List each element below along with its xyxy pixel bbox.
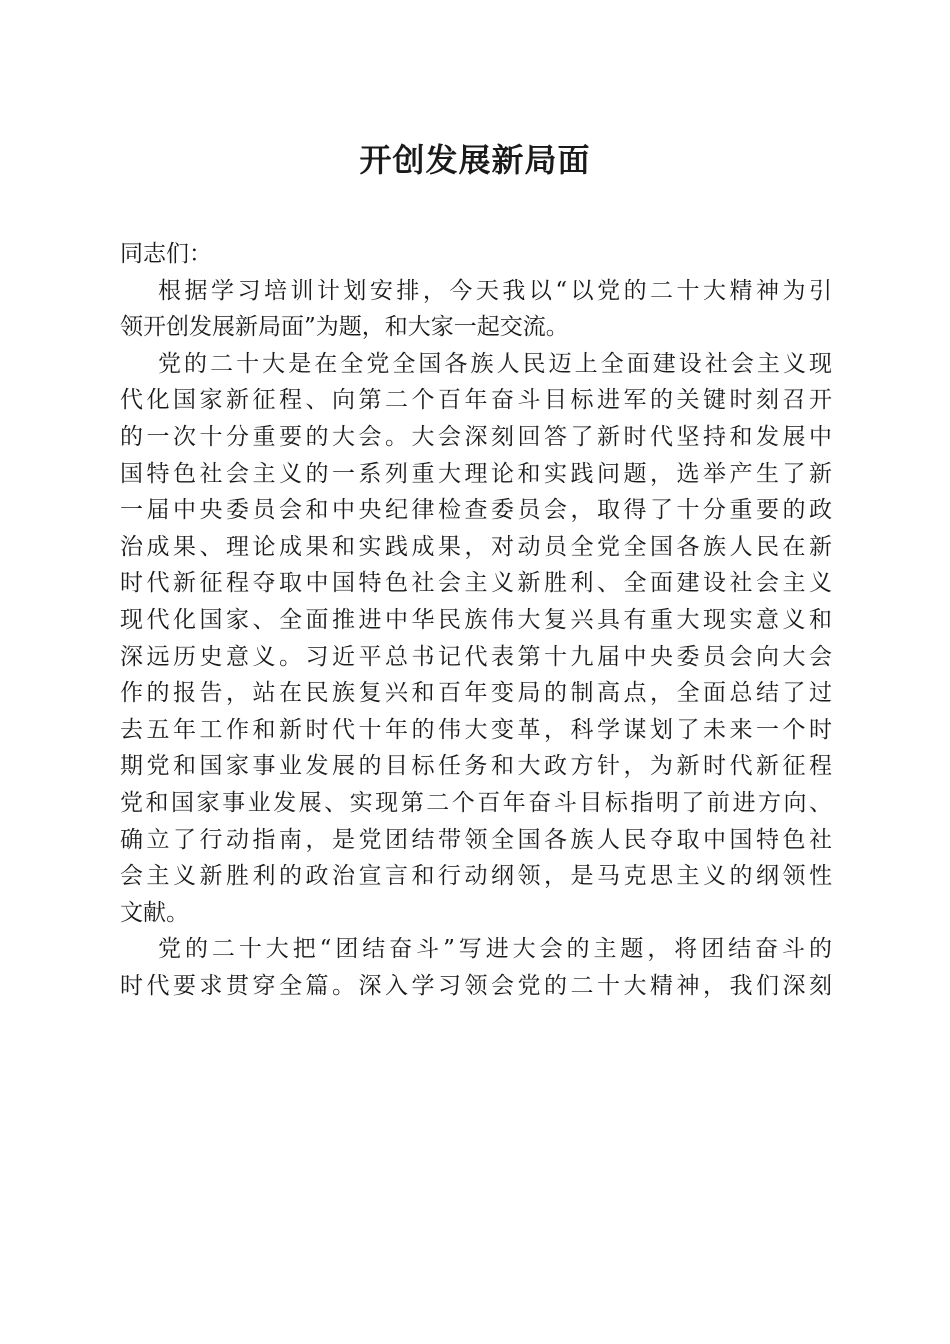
text-line: 期党和国家事业发展的目标任务和大政方针，为新时代新征程 xyxy=(120,753,832,780)
text-line: 会主义新胜利的政治宣言和行动纲领，是马克思主义的纲领性 xyxy=(120,863,832,890)
text-line: 确立了行动指南，是党团结带领全国各族人民夺取中国特色社 xyxy=(120,826,832,853)
page-title: 开创发展新局面 xyxy=(359,141,591,179)
text-line: 去五年工作和新时代十年的伟大变革，科学谋划了未来一个时 xyxy=(120,716,832,743)
text-line: 时代要求贯穿全篇。深入学习领会党的二十大精神，我们深刻 xyxy=(120,972,832,999)
salutation: 同志们： xyxy=(120,241,212,267)
text-line: 领开创发展新局面”为题，和大家一起交流。 xyxy=(120,314,569,341)
text-line: 作的报告，站在民族复兴和百年变局的制高点，全面总结了过 xyxy=(120,680,832,707)
text-line: 文献。 xyxy=(120,899,189,926)
text-line: 治成果、理论成果和实践成果，对动员全党全国各族人民在新 xyxy=(120,533,832,560)
text-line: 国特色社会主义的一系列重大理论和实践问题，选举产生了新 xyxy=(120,460,832,487)
text-line: 现代化国家、全面推进中华民族伟大复兴具有重大现实意义和 xyxy=(120,606,832,633)
document-body xyxy=(120,236,832,1004)
text-line: 一届中央委员会和中央纪律检查委员会，取得了十分重要的政 xyxy=(120,497,832,524)
text-line: 深远历史意义。习近平总书记代表第十九届中央委员会向大会 xyxy=(120,643,832,670)
text-line: 党和国家事业发展、实现第二个百年奋斗目标指明了前进方向、 xyxy=(120,789,832,816)
text-line: 代化国家新征程、向第二个百年奋斗目标进军的关键时刻召开 xyxy=(120,387,832,414)
text-line: 党的二十大把“团结奋斗”写进大会的主题，将团结奋斗的 xyxy=(158,936,832,963)
text-line: 根据学习培训计划安排，今天我以“以党的二十大精神为引 xyxy=(158,277,832,304)
text-line: 的一次十分重要的大会。大会深刻回答了新时代坚持和发展中 xyxy=(120,423,832,450)
text-line: 党的二十大是在全党全国各族人民迈上全面建设社会主义现 xyxy=(158,350,832,377)
text-line: 时代新征程夺取中国特色社会主义新胜利、全面建设社会主义 xyxy=(120,570,832,597)
